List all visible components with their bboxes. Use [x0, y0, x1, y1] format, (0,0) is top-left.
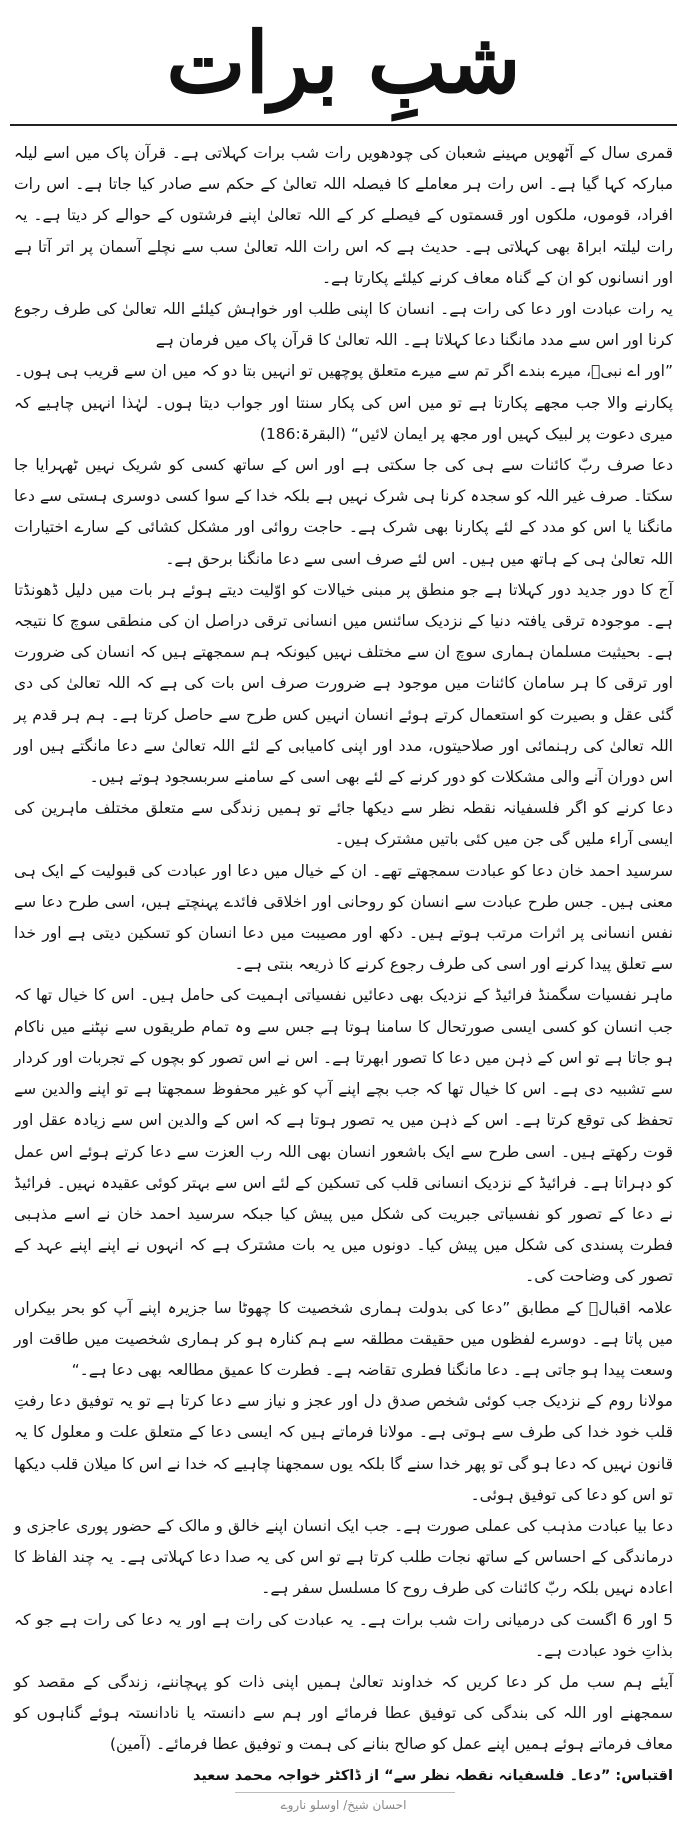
paragraph: دعا بیا عبادت مذہب کی عملی صورت ہے۔ جب ایک انسان اپنے خالق و مالک کے حضور پوری عاجزی و درماندگی کے احساس کے ساتھ نجات طلب کرتا ہے تو اس کی یہ صدا دعا کہلاتی ہے۔ یہ چند الفاظ کا اعادہ نہیں بلکہ ربّ کائنات کی طرف روح کا مسلسل سفر ہے۔ — [14, 1516, 673, 1598]
paragraph: قمری سال کے آٹھویں مہینے شعبان کی چودھویں رات شب برات کہلاتی ہے۔ قرآن پاک میں اسے لیلہ مبارکہ کہا گیا ہے۔ اس رات ہر معاملے کا فیصلہ اللہ تعالیٰ کے حکم سے صادر کیا جاتا ہے۔ اس رات افراد، قوموں، ملکوں اور قسمتوں کے فیصلے کر کے اللہ تعالیٰ اپنے فرشتوں کے حوالے کر دیتا ہے۔ یہ رات لیلتہ ابراۃ بھی کہلاتی ہے۔ حدیث ہے کہ اس رات اللہ تعالیٰ سب سے نچلے آسمان پر اتر آتا ہے اور انسانوں کو ان کے گناہ معاف کرنے کیلئے پکارتا ہے۔ — [14, 144, 673, 287]
paragraph: 5 اور 6 اگست کی درمیانی رات شب برات ہے۔ یہ عبادت کی رات ہے اور یہ دعا کی رات ہے جو کہ بذاتِ خود عبادت ہے۔ — [14, 1610, 673, 1660]
quote-paragraph: ”اور اے نبیؐ، میرے بندے اگر تم سے میرے متعلق پوچھیں تو انہیں بتا دو کہ میں ان سے قریب ہی ہوں۔ پکارنے والا جب مجھے پکارتا ہے تو میں اس کی پکار سنتا اور جواب دیتا ہوں۔ لہٰذا انہیں چاہیے کہ میری دعوت پر لبیک کہیں اور مجھ پر ایمان لائیں“ (البقرۃ:186) — [14, 362, 673, 443]
paragraph: سرسید احمد خان دعا کو عبادت سمجھتے تھے۔ ان کے خیال میں دعا اور عبادت کی قبولیت کے ایک ہی معنی ہیں۔ جس طرح عبادت سے انسان کو روحانی اور اخلاقی فائدے پہنچتے ہیں، اسی طرح دعا سے نفس انسانی پر اثرات مرتب ہوتے ہیں۔ دکھ اور مصیبت میں دعا انسان کو تسکین دیتی ہے اور خدا سے تعلق پیدا کرنے اور اسی کی طرف رجوع کرنے کا ذریعہ بنتی ہے۔ — [14, 861, 673, 974]
paragraph: آج کا دور جدید دور کہلاتا ہے جو منطق پر مبنی خیالات کو اوّلیت دیتے ہوئے ہر بات میں دلیل ڈھونڈتا ہے۔ موجودہ ترقی یافتہ دنیا کے نزدیک سائنس میں انسانی ترقی دراصل ان کی منطقی سوچ کا نتیجہ ہے۔ بحیثیت مسلمان ہماری سوچ ان سے مختلف نہیں کیونکہ ہم سمجھتے ہیں کہ انسان کی ضرورت اور ترقی کا ہر سامان کائنات میں موجود ہے ضرورت صرف اس بات کی ہے کہ اللہ تعالیٰ کی دی گئی عقل و بصیرت کو استعمال کرتے ہوئے انسان انہیں کس طرح سے حاصل کرتا ہے۔ ہم ہر قدم پر اللہ تعالیٰ کی رہنمائی اور صلاحیتوں، مدد اور اپنی کامیابی کے لئے اللہ تعالیٰ سے دعا مانگتے ہیں اور اس دوران آنے والی مشکلات کو دور کرنے کے لئے بھی اسی کے سامنے سربسجود ہوتے ہیں۔ — [14, 580, 673, 787]
article-body — [14, 138, 673, 1784]
paragraph: ماہر نفسیات سگمنڈ فرائیڈ کے نزدیک بھی دعائیں نفسیاتی اہمیت کی حامل ہیں۔ اس کا خیال تھا کہ جب انسان کو کسی ایسی صورتحال کا سامنا ہوتا ہے جس سے وہ تمام طریقوں سے نپٹنے میں ناکام ہو جاتا ہے تو اس کے ذہن میں دعا کا تصور ابھرتا ہے۔ اس نے اس تصور کو بچوں کے تجربات اور کردار سے تشبیہ دی ہے۔ اس کا خیال تھا کہ جب بچے اپنے آپ کو غیر محفوظ سمجھتا ہے تو اپنے والدین سے تحفظ کی توقع کرتا ہے۔ اس کے ذہن میں یہ تصور ہوتا ہے کہ اس کے والدین اس سے زیادہ عقل اور قوت رکھتے ہیں۔ اسی طرح سے ایک باشعور انسان بھی اللہ رب العزت سے دعا کرتے ہوئے اس عمل کو دہراتا ہے۔ فرائیڈ کے نزدیک انسانی قلب کی تسکین کے لئے اس سے بہتر کوئی عقیدہ نہیں۔ فرائیڈ نے دعا کے تصور کو نفسیاتی جبریت کی شکل میں پیش کیا جبکہ سرسید احمد خان نے اسے مذہبی فطرت پسندی کی شکل میں پیش کیا۔ دونوں میں یہ بات مشترک ہے کہ انہوں نے اپنے اپنے عہد کے تصور کی وضاحت کی۔ — [14, 986, 673, 1286]
paragraph: علامہ اقبالؒ کے مطابق ”دعا کی بدولت ہماری شخصیت کا چھوٹا سا جزیرہ اپنے آپ کو بحر بیکراں میں پاتا ہے۔ دوسرے لفظوں میں حقیقت مطلقہ سے ہم کنارہ ہو کر ہماری شخصیت میں طاقت اور وسعت پیدا ہو جاتی ہے۔ دعا مانگنا فطری تقاضہ ہے۔ فطرت کا عمیق مطالعہ بھی دعا ہے۔“ — [14, 1298, 673, 1379]
footer-divider — [235, 1792, 455, 1793]
paragraph: دعا صرف ربّ کائنات سے ہی کی جا سکتی ہے اور اس کے ساتھ کسی کو شریک نہیں ٹھہرایا جا سکتا۔ صرف غیر اللہ کو سجدہ کرنا ہی شرک نہیں ہے بلکہ خدا کے سوا کسی دوسری ہستی سے دعا مانگنا یا اس کو مدد کے لئے پکارنا بھی شرک ہے۔ حاجت روائی اور مشکل کشائی کے سارے اختیارات اللہ تعالیٰ ہی کے ہاتھ میں ہیں۔ اس لئے صرف اسی سے دعا مانگنا برحق ہے۔ — [14, 456, 673, 568]
title-divider — [10, 124, 677, 126]
paragraph: مولانا روم کے نزدیک جب کوئی شخص صدق دل اور عجز و نیاز سے دعا کرتا ہے تو یہ توفیق دعا رفتِ قلب خود خدا کی طرف سے ہوتی ہے۔ مولانا فرماتے ہیں کہ ایسی دعا کے متعلق علت و معلول کا یہ قانون نہیں کہ دعا ہو گی تو پھر خدا سنے گا بلکہ یوں سمجھنا چاہیے کہ خدا نے اس کا میلان قلب دیکھا تو اس کو دعا کی توفیق ہوئی۔ — [14, 1392, 673, 1504]
title-block — [0, 8, 687, 120]
paragraph: آیئے ہم سب مل کر دعا کریں کہ خداوند تعالیٰ ہمیں اپنی ذات کو پہچاننے، زندگی کے مقصد کو سمجھنے اور اللہ کی بندگی کی توفیق عطا فرمائے اور ہم سے دانستہ یا نادانستہ ہوئے گناہوں کو معاف فرماتے ہوئے ہمیں اپنے عمل کو صالح بنانے کی ہمت و توفیق عطا فرمائے۔ (آمین) — [14, 1672, 673, 1754]
paragraph: دعا کرنے کو اگر فلسفیانہ نقطہ نظر سے دیکھا جائے تو ہمیں زندگی سے متعلق مختلف ماہرین کی ایسی آراء ملیں گی جن میں کئی باتیں مشترک ہیں۔ — [14, 799, 673, 849]
article-title: شبِ برات — [166, 13, 521, 112]
author-footer: احسان شیخ/ اوسلو ناروے — [280, 1798, 407, 1812]
paragraph: یہ رات عبادت اور دعا کی رات ہے۔ انسان کا اپنی طلب اور خواہش کیلئے اللہ تعالیٰ کی طرف رجوع کرنا اور اس سے مدد مانگنا دعا کہلاتا ہے۔ اللہ تعالیٰ کا قرآن پاک میں فرمان ہے — [14, 300, 673, 350]
source-citation: اقتباس: ”دعا۔ فلسفیانہ نقطہ نظر سے“ از ڈاکٹر خواجہ محمد سعید — [193, 1767, 673, 1784]
